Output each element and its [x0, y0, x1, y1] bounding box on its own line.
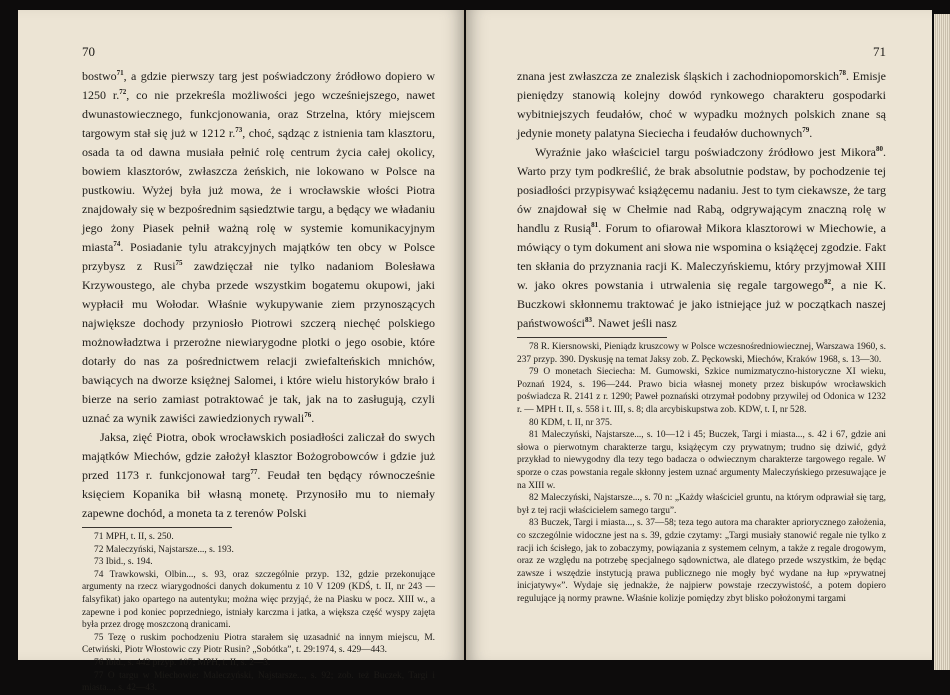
footnote-ref: 83 — [585, 316, 592, 324]
text-run: , a nie K. Buczkowi skłonnemu traktować je jako istniejące już w początkach naszej państwowości — [517, 278, 887, 330]
text-run: . — [311, 411, 315, 425]
open-book — [18, 10, 932, 694]
text-run: . Nawet jeśli nasz — [592, 316, 677, 330]
footnote-ref: 72 — [119, 88, 127, 96]
footnote-ref: 80 — [876, 145, 883, 153]
text-run: Jaksa, zięć Piotra, obok wrocławskich posiadłości zaliczał do swych majątków Miechów, gdzie założył klasztor Bożogrobowców i gdzie już przed 1173 r. funkcjonował targ — [82, 430, 435, 482]
footnote-rule — [517, 337, 667, 338]
footnote-ref: 71 — [116, 69, 124, 77]
footnote-ref: 73 — [235, 126, 243, 134]
text-run: , a gdzie pierwszy targ jest poświadczony źródłowo dopiero w 1250 r. — [82, 69, 435, 102]
footnote: 80 KDM, t. II, nr 375. — [529, 417, 613, 428]
page-edges — [934, 14, 950, 670]
page-number: 71 — [873, 44, 886, 59]
footnote-ref: 77 — [250, 468, 258, 476]
paragraph — [517, 67, 886, 143]
text-run: . — [809, 126, 813, 140]
text-run: , choć, sądząc z istnienia tam klasztoru, osada ta od dawna musiała pełnić rolę centrum życia całej okolicy, bowiem klasztorów, zwłaszcza żeńskich, nie lokowano w Polsce na pustkowiu. Wyżej była już mowa, że i wrocławskie włości Piotra znajdowały się w bezpośrednim sąsiedztwie targu, a będący we władaniu jego żony Piasek pełnił ważną rolę w systemie komunikacyjnym miasta — [82, 126, 435, 254]
paragraph — [517, 143, 886, 333]
paragraph — [82, 67, 435, 428]
footnote-ref: 76 — [304, 411, 312, 419]
footnote: 83 Buczek, Targi i miasta..., s. 37—58; teza tego autora ma charakter apriorycznego założenia, co szczególnie widoczne jest na s. 39, gdzie czytamy: „Targi musiały stanowić regale nie tylko z racji ich ścisłego, jak to zobaczymy, powiązania z systemem celnym, a także z regale drogowym, oraz ze względu na potrzebę specjalnego sądownictwa, ale dlatego przede wszystkim, że będąc zawsze i wszędzie instytucją prawa publicznego nie mogły być wydane na łup »prywatnej inicjatywy«”. Wydaje się jednakże, że najpierw powstaje rzeczywistość, a potem dopiero regulujące ją normy prawne. Właśnie kolizje pomiędzy zbyt blisko położonymi targami — [517, 518, 886, 604]
footnotes — [517, 341, 886, 605]
paragraph — [82, 428, 435, 523]
footnotes — [82, 531, 435, 695]
footnote-ref: 78 — [839, 69, 847, 77]
footnote-ref: 74 — [113, 240, 121, 248]
footnote: 72 Maleczyński, Najstarsze..., s. 193. — [94, 544, 234, 555]
text-run: , co nie przekreśla możliwości jego wcześniejszego, nawet dwunastowiecznego, funkcjonowania, oraz Strzelna, który miejscem targowym stał się już w 1212 r. — [82, 88, 435, 140]
text-run: bostwo — [82, 69, 117, 83]
right-page — [466, 10, 932, 660]
footnote: 75 Tezę o ruskim pochodzeniu Piotra starałem się uzasadnić na innym miejscu, M. Cetwiński, Piotr Włostowic czy Piotr Rusin? „Sobótka”, t. 29:1974, s. 429—443. — [82, 632, 435, 656]
text-run: . Emisje pieniędzy stanowią kolejny dowód rynkowego charakteru gospodarki wybitniejszych feudałów, choć w wypadku możnych polskich znane są jedynie monety palatyna Sieciecha i feudałów duchownych — [517, 69, 887, 140]
footnote-ref: 79 — [802, 126, 810, 134]
text-run: znana jest zwłaszcza ze znalezisk śląskich i zachodniopomorskich — [517, 69, 840, 83]
footnote: 82 Maleczyński, Najstarsze..., s. 70 n: „Każdy właściciel gruntu, na którym odprawiał się targ, był z tej racji właścicielem samego targu”. — [517, 493, 886, 516]
footnote-ref: 75 — [175, 259, 183, 267]
footnote: 76 Ibid., s. 442 przyp. 107; MPH, t. II, s. 2—3. — [94, 657, 271, 668]
text-run: . Warto przy tym podkreślić, że brak absolutnie podstaw, by pochodzenie tej posiadłości przypisywać książęcemu nadaniu. Jest to tym ciekawsze, że targ ów znajdował się w Chełmie nad Rabą, odgrywającym znaczną rolę w handlu z Rusią — [517, 145, 886, 235]
page-number: 70 — [82, 44, 95, 59]
text-run: . Forum to ofiarował Mikora klasztorowi w Miechowie, a mówiący o tym dokument ani słowa nie wspomina o książęcej zgodzie. Fakt ten skłania do przyznania racji K. Maleczyńskiemu, który przyjmował XIII w. jako okres powstania i utrwalenia się regale targowego — [517, 221, 886, 292]
footnote: 78 R. Kiersnowski, Pieniądz kruszcowy w Polsce wczesnośredniowiecznej, Warszawa 1960, s. 237 przyp. 390. Dyskusję na temat Jaksy zob. Z. Pęckowski, Miechów, Kraków 1968, s. 13—30. — [517, 342, 886, 365]
footnote: 74 Trawkowski, Olbin..., s. 93, oraz szczególnie przyp. 132, gdzie przekonujące argumenty na rzecz wiarygodności danych dokumentu z 10 V 1209 (KDŚ, t. II, nr 243 — falsyfikat) jako opartego na autentyku; można więc przyjąć, że na Piasku w pocz. XIII w., a zapewne i pod koniec poprzedniego, istniały karczma i jatka, a większa część wyspy zajęta była przez drogę moszczoną dranicami. — [82, 569, 435, 631]
footnote: 79 O monetach Sieciecha: M. Gumowski, Szkice numizmatyczno-historyczne XI wieku, Poznań 1924, s. 196—244. Prawo bicia własnej monety przez biskupów wrocławskich poświadcza R. 2141 z r. 1290; Paweł poznański otrzymał podobny przywilej od Odonica w 1232 r. — MPH t. II, s. 558 i t. III, s. 8; dla arcybiskupstwa zob. KDW, t. I, nr 528. — [517, 367, 886, 415]
text-run: . Posiadanie tylu atrakcyjnych majątków ten obcy w Polsce przybysz z Rusi — [82, 240, 435, 273]
text-run: Wyraźnie jako właściciel targu poświadczony źródłowo jest Mikora — [535, 145, 876, 159]
text-run: . Feudał ten będący równocześnie księciem Kopanika bił własną monetę. Przynosiło mu to niemały zapewne dochód, a moneta ta z terenów Polski — [82, 468, 435, 520]
footnote: 77 O targu w Miechowie: Maleczyński, Najstarsze..., s. 92; zob. też Buczek, Targi i miasta..., s. 42—43. — [82, 670, 435, 694]
footnote-ref: 82 — [824, 278, 832, 286]
left-page — [18, 10, 464, 694]
footnote: 73 Ibid., s. 194. — [94, 557, 153, 568]
footnote-ref: 81 — [591, 221, 599, 229]
footnote: 81 Maleczyński, Najstarsze..., s. 10—12 i 45; Buczek, Targi i miasta..., s. 42 i 67, gdzie ani słowa o pierwotnym charakterze targu, książęcym czy prywatnym; trudno się dziwić, gdyż przykład to niewygodny dla tezy tego badacza o odwiecznym charakterze targowego regale. W sporze o czas powstania regale skłonny jestem uznać argumenty Maleczyńskiego przesuwające je na XIII w. — [517, 430, 886, 491]
text-run: zawdzięczał nie tylko nadaniom Bolesława Krzywoustego, ale chyba przede wszystkim bogatemu okupowi, jaki wypłacił mu Wołodar. Właśnie wykupywanie ziem przynoszących największe dochody przyniosło Piotrowi szczerą niechęć polskiego możnowładztwa i przerożne niewiarygodne plotki o jego osobie, które dotarły do nas za pośrednictwem relacji zwiefalteńskich mnichów, bawiących na dworze księżnej Salomei, i które wielu historyków brało i bierze na serio zamiast potraktować je tak, jak na to zasługują, czyli uznać za wynik zawiści zawiedzionych rywali — [82, 259, 435, 425]
footnote-rule — [82, 527, 232, 528]
footnote: 71 MPH, t. II, s. 250. — [94, 532, 174, 542]
body-text — [82, 67, 435, 523]
body-text — [517, 67, 886, 333]
